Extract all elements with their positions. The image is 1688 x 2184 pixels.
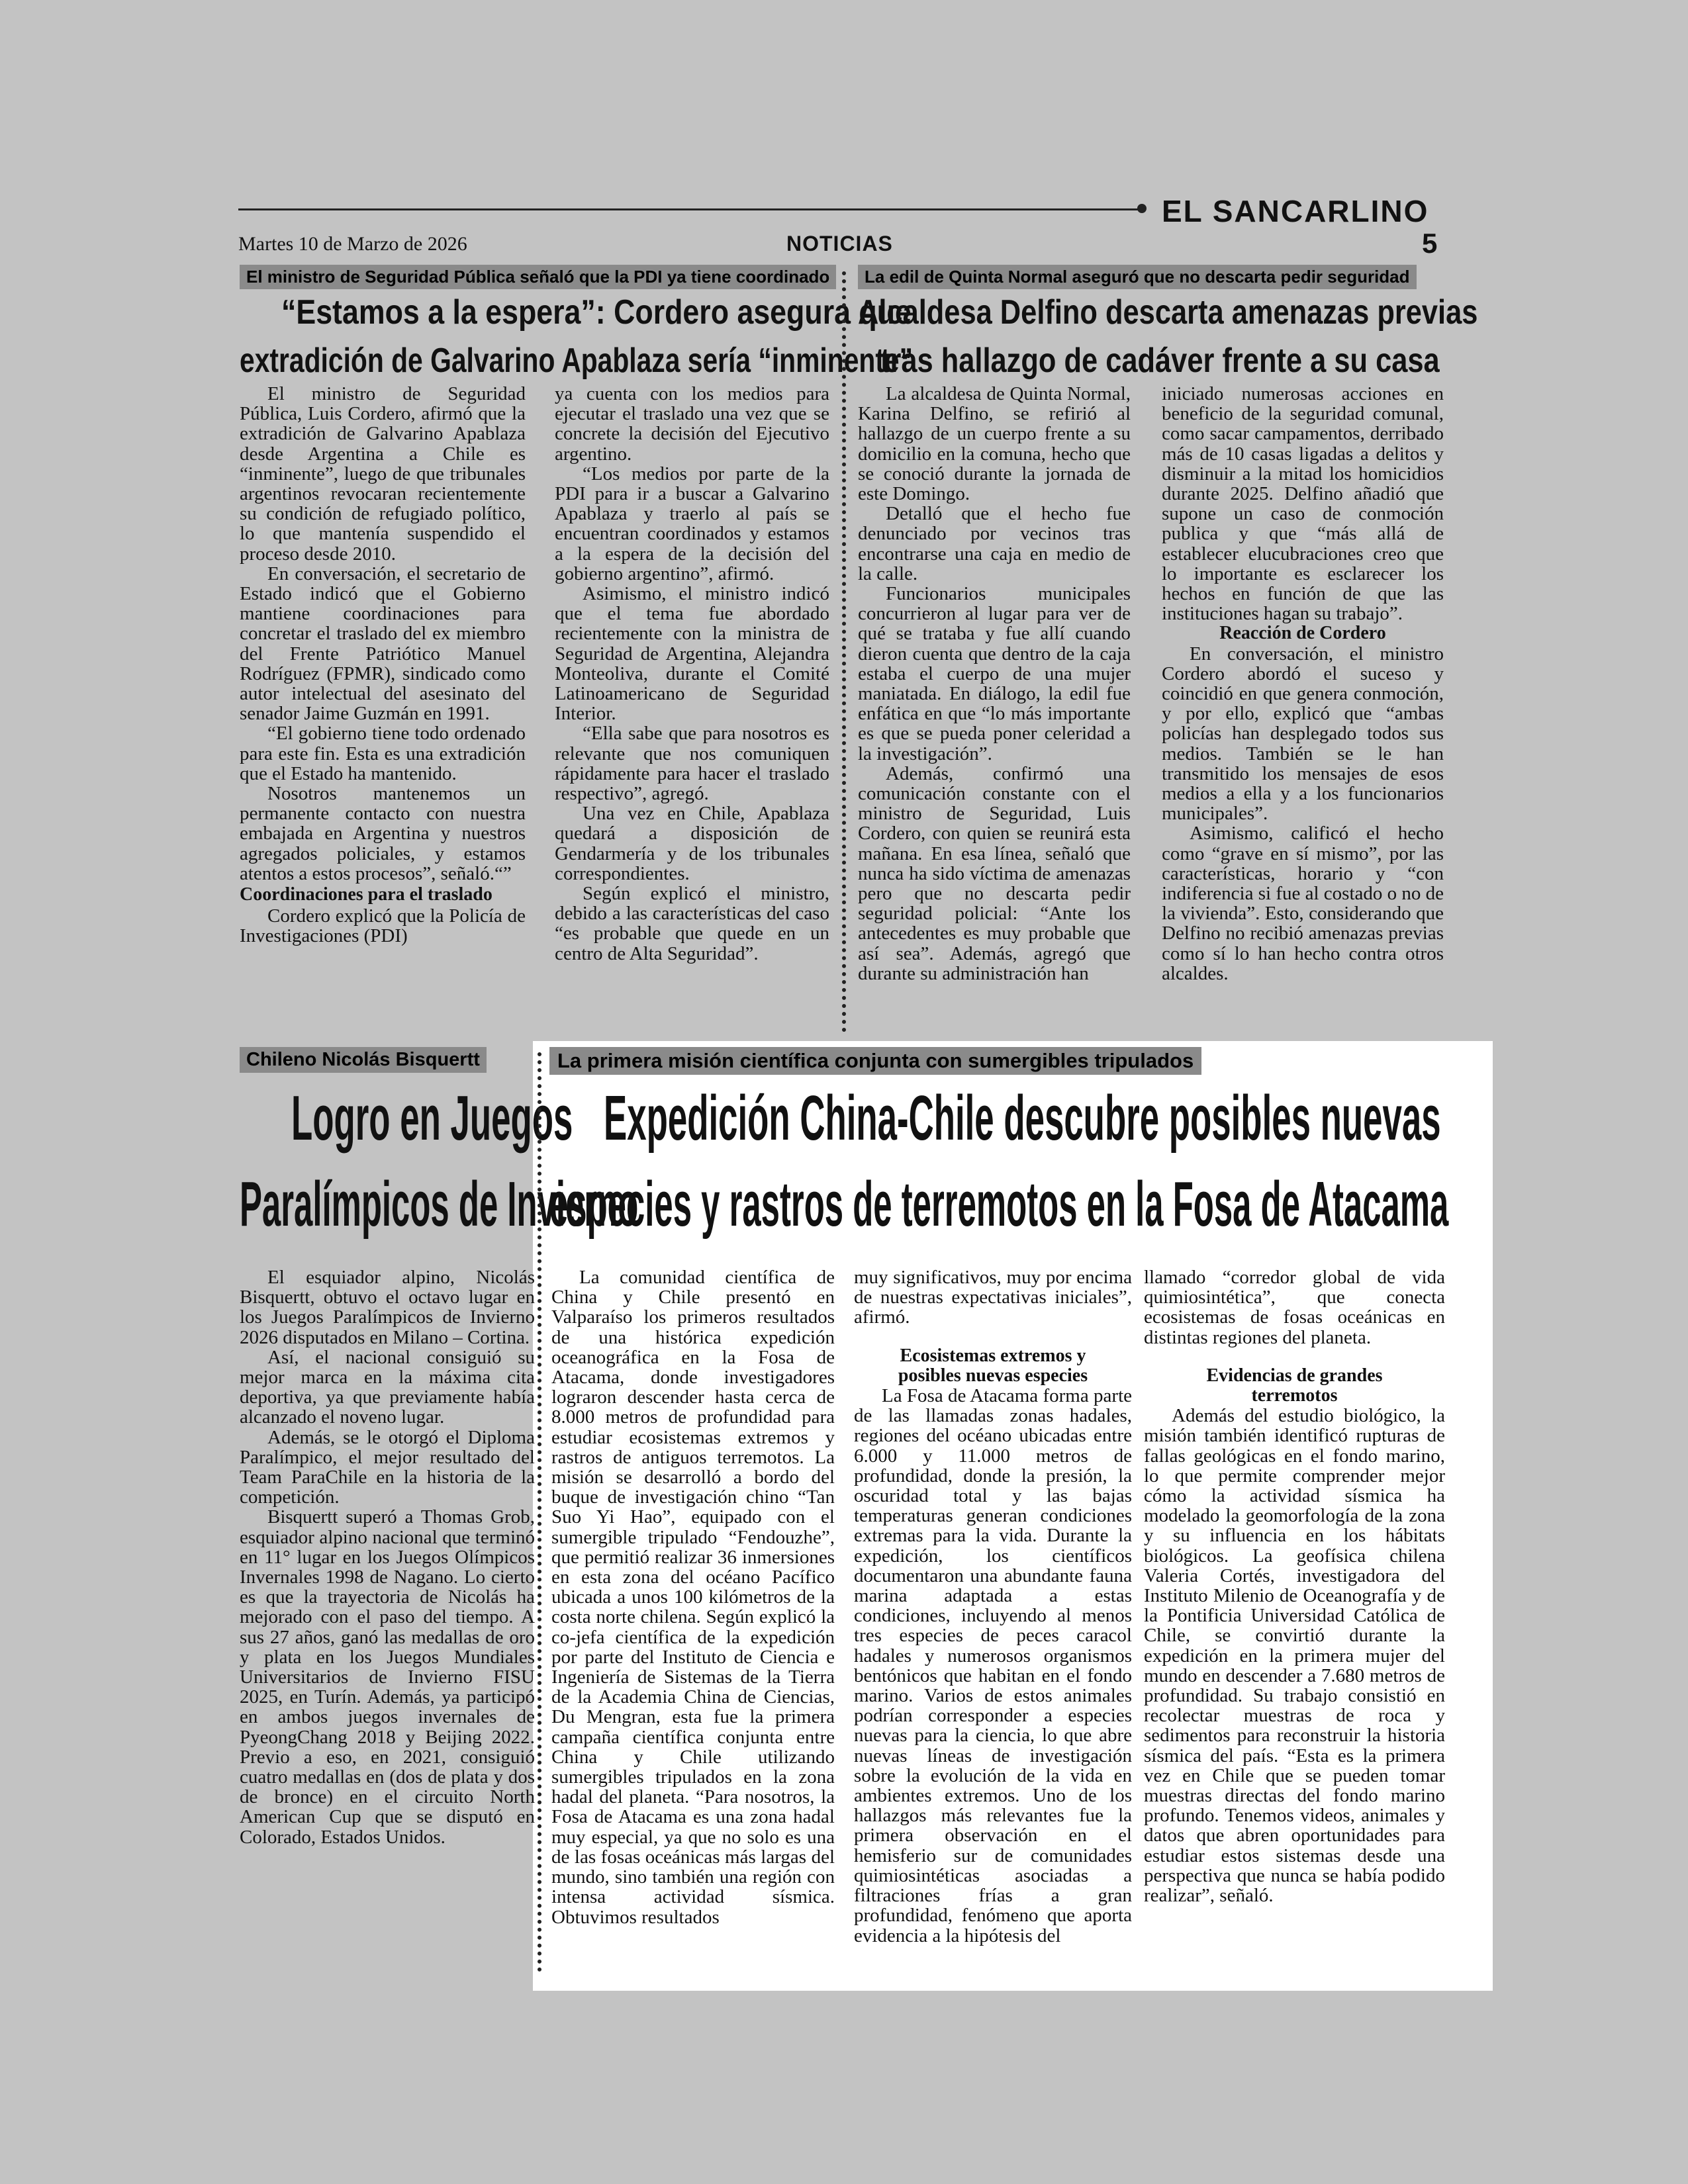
article2-column-1 <box>858 384 1131 1026</box>
page-number: 5 <box>1422 228 1438 259</box>
article1-paragraph: Cordero explicó que la Policía de Investigaciones (PDI) <box>240 905 526 947</box>
article3-kicker: Chileno Nicolás Bisquertt <box>240 1047 487 1073</box>
article1-paragraph: En conversación, el secretario de Estado indicó que el Gobierno mantiene coordinaciones para concretar el traslado del ex miembro del Frente Patriótico Manuel Rodríguez (FPMR), sindicado como autor intelectual del asesinato del senador Jaime Guzmán en 1991. <box>240 563 526 725</box>
article1-paragraph: “El gobierno tiene todo ordenado para este fin. Esta es una extradición que el Estado ha mantenido. <box>240 723 526 784</box>
article1-paragraph: Una vez en Chile, Apablaza quedará a disposición de Gendarmería y de los tribunales correspondientes. <box>555 803 829 884</box>
article1-paragraph: ya cuenta con los medios para ejecutar el traslado una vez que se concrete la decisión del Ejecutivo argentino. <box>555 384 829 465</box>
column-divider <box>842 271 846 1032</box>
article4-paragraph: La comunidad científica de China y Chile presentó en Valparaíso los primeros resultados de una histórica expedición oceanográfica en la Fosa de Atacama, donde investigadores lograron descender hasta cerca de 8.000 metros de profundidad para estudiar ecosistemas extremos y rastros de antiguos terremotos. La misión se desarrolló a bordo del buque de investigación chino “Tan Suo Yi Hao”, equipado con el sumergible tripulado “Fendouzhe”, que permitió realizar 36 inmersiones en esta zona del océano Pacífico ubicada a unos 100 kilómetros de la costa norte chilena. Según explicó la co-jefa científica de la expedición por parte del Instituto de Ciencia e Ingeniería de Sistemas de la Tierra de la Academia China de Ciencias, Du Mengran, esta fue la primera campaña científica conjunta entre China y Chile utilizando sumergibles tripulados en la zona hadal del planeta. “Para nosotros, la Fosa de Atacama es una zona hadal muy especial, ya que no solo es una de las fosas oceánicas más largas del mundo, sino también una región con intensa actividad sísmica. Obtuvimos resultados <box>551 1267 835 1928</box>
article2-paragraph: Funcionarios municipales concurrieron al lugar para ver de qué se trataba y fue allí cuando dieron cuenta que dentro de la caja estaba el cuerpo de una mujer maniatada. En diálogo, la edil fue enfática en que “lo más importante es que se pueda poner celeridad a la investigación”. <box>858 583 1131 764</box>
article2-paragraph: En conversación, el ministro Cordero abordó el suceso y coincidió en que genera conmoción, y por ello, explicó que “ambas policías han desplegado todos sus medios. También se le han transmitido los mensajes de esos medios a ella y a los funcionarios municipales”. <box>1162 643 1444 825</box>
masthead-rule <box>238 208 1139 210</box>
article2-paragraph: Detalló que el hecho fue denunciado por vecinos tras encontrarse una caja en medio de la calle. <box>858 503 1131 584</box>
article2-paragraph: Asimismo, calificó el hecho como “grave en sí mismo”, por las características, horario y “con indiferencia si fue al costado o no de la vivienda”. Esto, considerando que Delfino no recibió amenazas previas como sí lo han hecho contra otros alcaldes. <box>1162 823 1444 984</box>
article1-paragraph: Asimismo, el ministro indicó que el tema fue abordado recientemente con la ministra de Seguridad de Argentina, Alejandra Monteoliva, durante el Comité Latinoamericano de Seguridad Interior. <box>555 583 829 725</box>
article4-kicker: La primera misión científica conjunta con sumergibles tripulados <box>549 1047 1201 1075</box>
article3-headline-line2: Paralímpicos de Invierno <box>240 1169 639 1240</box>
dateline: Martes 10 de Marzo de 2026 <box>238 233 467 255</box>
column-divider <box>538 1052 541 1972</box>
article4-subhead: Ecosistemas extremos y posibles nuevas especies <box>898 1345 1088 1386</box>
section-name: NOTICIAS <box>786 232 893 255</box>
article4-paragraph: muy significativos, muy por encima de nuestras expectativas iniciales”, afirmó. <box>854 1267 1132 1328</box>
article2-paragraph: iniciado numerosas acciones en beneficio de la seguridad comunal, como sacar campamentos, derribado más de 10 casas ligadas a delitos y disminuir a la mitad los homicidios durante 2025. Delfino añadió que supone un caso de conmoción publica y que “más allá de establecer elucubraciones creo que lo importante es esclarecer los hechos en función de que las instituciones hagan su trabajo”. <box>1162 384 1444 625</box>
article2-subhead: Reacción de Cordero <box>1219 623 1386 644</box>
article2-paragraph: Además, confirmó una comunicación constante con el ministro de Seguridad, Luis Cordero, con quien se reunirá esta mañana. En esa línea, señaló que nunca ha sido víctima de amenazas pero que no descarta pedir seguridad policial: “Ante los antecedentes es muy probable que así sea”. Además, agregó que durante su administración han <box>858 762 1131 984</box>
article2-kicker: La edil de Quinta Normal aseguró que no descarta pedir seguridad <box>858 265 1417 289</box>
article1-column-2 <box>555 384 829 1026</box>
article4-headline-line1: Expedición China-Chile descubre posibles nuevas <box>604 1083 1441 1154</box>
article4-column-3 <box>1144 1267 1445 1949</box>
article1-headline-line1: “Estamos a la espera”: Cordero asegura que <box>281 293 912 332</box>
article4-column-2 <box>854 1267 1132 1949</box>
article4-paragraph: Además del estudio biológico, la misión también identificó rupturas de fallas geológicas en el fondo marino, lo que permite comprender mejor cómo la actividad sísmica ha modelado la geomorfología de la zona y su influencia en los hábitats biológicos. La geofísica chilena Valeria Cortés, investigadora del Instituto Milenio de Oceanografía y de la Pontificia Universidad Católica de Chile, se convirtió durante la expedición en la primera mujer del mundo en descender a 7.680 metros de profundidad. Su trabajo consistió en recolectar muestras de roca y sedimentos para reconstruir la historia sísmica del país. “Esta es la primera vez en Chile que se pueden tomar muestras directas del fondo marino profundo. Tenemos videos, animales y datos que abren oportunidades para estudiar estos sistemas desde una perspectiva que nunca se había podido realizar”, señaló. <box>1144 1405 1445 1907</box>
article4-headline-line2: especies y rastros de terremotos en la Fosa de Atacama <box>549 1169 1449 1240</box>
article3-column <box>240 1267 535 1949</box>
article1-paragraph: Nosotros mantenemos un permanente contacto con nuestra embajada en Argentina y nuestros agregados policiales, y estamos atentos a estos procesos”, señaló.“” <box>240 783 526 884</box>
article3-paragraph: El esquiador alpino, Nicolás Bisquertt, obtuvo el octavo lugar en los Juegos Paralímpicos de Invierno 2026 disputados en Milano – Cortina. <box>240 1267 535 1348</box>
article1-paragraph: Según explicó el ministro, debido a las características del caso “es probable que quede en un centro de Alta Seguridad”. <box>555 883 829 964</box>
article2-headline-line2: tras hallazgo de cadáver frente a su casa <box>880 341 1440 380</box>
article1-paragraph: “Ella sabe que para nosotros es relevante que nos comuniquen rápidamente para hacer el traslado respectivo”, agregó. <box>555 723 829 805</box>
article4-column-1 <box>551 1267 835 1949</box>
article1-headline-line2: extradición de Galvarino Apablaza sería “inminente” <box>240 341 914 380</box>
article3-paragraph: Además, se le otorgó el Diploma Paralímpico, el mejor resultado del Team ParaChile en la historia de la competición. <box>240 1426 535 1508</box>
article3-headline-line1: Logro en Juegos <box>291 1083 573 1154</box>
article4-subhead: Evidencias de grandes terremotos <box>1206 1365 1383 1406</box>
article4-paragraph: La Fosa de Atacama forma parte de las llamadas zonas hadales, regiones del océano ubicadas entre 6.000 y 11.000 metros de profundidad, donde la presión, la oscuridad total y las bajas temperaturas generan condiciones extremas para la vida. Durante la expedición, los científicos documentaron una abundante fauna marina adaptada a estas condiciones, incluyendo al menos tres especies de peces caracol hadales y numerosos organismos bentónicos que habitan en el fondo marino. Varios de estos animales podrían corresponder a especies nuevas para la ciencia, lo que abre nuevas líneas de investigación sobre la evolución de la vida en ambientes extremos. Uno de los hallazgos más relevantes fue la primera observación en el hemisferio sur de comunidades quimiosintéticas asociadas a filtraciones frías a gran profundidad, fenómeno que aporta evidencia a la hipótesis del <box>854 1385 1132 1946</box>
article1-subhead: Coordinaciones para el traslado <box>240 884 492 905</box>
article3-paragraph: Así, el nacional consiguió su mejor marca en la máxima cita deportiva, ya que previamente había alcanzado el noveno lugar. <box>240 1346 535 1428</box>
masthead-bullet <box>1137 204 1147 213</box>
article4-paragraph: llamado “corredor global de vida quimiosintética”, que conecta ecosistemas de fosas oceánicas en distintas regiones del planeta. <box>1144 1267 1445 1348</box>
article1-column-1 <box>240 384 526 1026</box>
article2-paragraph: La alcaldesa de Quinta Normal, Karina Delfino, se refirió al hallazgo de un cuerpo frente a su domicilio en la comuna, hecho que se conoció durante la jornada de este Domingo. <box>858 384 1131 505</box>
article1-paragraph: El ministro de Seguridad Pública, Luis Cordero, afirmó que la extradición de Galvarino Apablaza desde Argentina a Chile es “inminente”, luego de que tribunales argentinos revocaran recientemente su condición de refugiado político, lo que mantenía suspendido el proceso desde 2010. <box>240 384 526 565</box>
article2-headline-line1: Alcaldesa Delfino descarta amenazas previas <box>858 293 1478 332</box>
masthead: EL SANCARLINO <box>1162 194 1429 228</box>
article3-paragraph: Bisquertt superó a Thomas Grob, esquiador alpino nacional que terminó en 11° lugar en los Juegos Olímpicos Invernales 1998 de Nagano. Lo cierto es que la trayectoria de Nicolás ha mejorado con el paso del tiempo. A sus 27 años, ganó las medallas de oro y plata en los Juegos Mundiales Universitarios de Invierno FISU 2025, en Turín. Además, ya participó en ambos juegos invernales de PyeongChang 2018 y Beijing 2022. Previo a eso, en 2021, consiguió cuatro medallas en (dos de plata y dos de bronce) en el circuito North American Cup que se disputó en Colorado, Estados Unidos. <box>240 1506 535 1848</box>
article1-paragraph: “Los medios por parte de la PDI para ir a buscar a Galvarino Apablaza y traerlo al país se encuentran coordinados y estamos a la espera de la decisión del gobierno argentino”, afirmó. <box>555 463 829 584</box>
article1-kicker: El ministro de Seguridad Pública señaló que la PDI ya tiene coordinado <box>240 265 836 289</box>
article2-column-2 <box>1162 384 1444 1026</box>
